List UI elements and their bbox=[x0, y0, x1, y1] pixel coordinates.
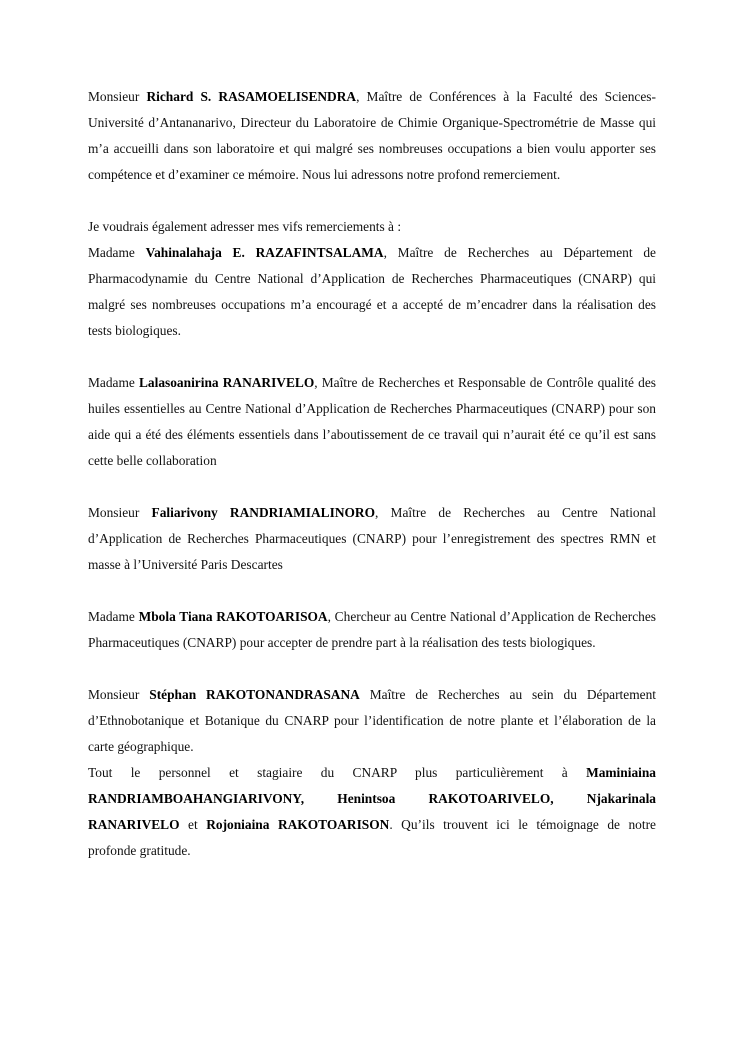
paragraph-rasamoelisendra bbox=[88, 84, 656, 188]
person-name: Vahinalahaja E. RAZAFINTSALAMA bbox=[145, 245, 384, 260]
paragraph-text: , Maître de Recherches au Département de Pharmacodynamie du Centre National d’Application de Recherches Pharmaceutiques (CNARP) qui malgré ses nombreuses occupations m’a encouragé et a accepté de m’encadrer dans la réalisation des tests biologiques. bbox=[88, 245, 656, 338]
paragraph-spacer bbox=[88, 578, 656, 604]
paragraph-spacer bbox=[88, 188, 656, 214]
paragraph-text: , Maître de Recherches et Responsable de Contrôle qualité des huiles essentielles au Centre National d’Application de Recherches Pharmaceutiques (CNARP) pour son aide qui a été des éléments essentiels dans l’aboutissement de ce travail qui n’aurait été ce qu’il est sans cette belle collaboration bbox=[88, 375, 656, 468]
paragraph-rakotoarisoa bbox=[88, 604, 656, 656]
salutation: Madame bbox=[88, 375, 139, 390]
paragraph-text: , Chercheur au Centre National d’Application de Recherches Pharmaceutiques (CNARP) pour accepter de prendre part à la réalisation des tests biologiques. bbox=[88, 609, 656, 650]
conjunction: et bbox=[179, 817, 207, 832]
paragraph-spacer bbox=[88, 344, 656, 370]
paragraph-personnel bbox=[88, 760, 656, 864]
paragraph-ranarivelo bbox=[88, 370, 656, 474]
person-name: Stéphan RAKOTONANDRASANA bbox=[149, 687, 360, 702]
person-name: Faliarivony RANDRIAMIALINORO bbox=[151, 505, 375, 520]
salutation: Monsieur bbox=[88, 687, 150, 702]
acknowledgements-page bbox=[88, 84, 656, 864]
paragraph-rakotonandrasana bbox=[88, 682, 656, 760]
paragraph-text: . Qu’ils trouvent ici le témoignage de notre profonde gratitude. bbox=[88, 817, 656, 858]
paragraph-text: Maître de Recherches au sein du Département d’Ethnobotanique et Botanique du CNARP pour l’identification de notre plante et l’élaboration de la carte géographique. bbox=[88, 687, 656, 754]
intro-text: Je voudrais également adresser mes vifs remerciements à : bbox=[88, 219, 402, 234]
salutation: Madame bbox=[88, 609, 139, 624]
paragraph-spacer bbox=[88, 474, 656, 500]
person-name: Rojoniaina RAKOTOARISON bbox=[206, 817, 390, 832]
salutation: Madame bbox=[88, 245, 146, 260]
paragraph-spacer bbox=[88, 656, 656, 682]
person-names: Maminiaina RANDRIAMBOAHANGIARIVONY, Henintsoa RAKOTOARIVELO, Njakarinala RANARIVELO bbox=[88, 765, 656, 832]
person-name: Richard S. RASAMOELISENDRA bbox=[146, 89, 357, 104]
paragraph-razafintsalama bbox=[88, 240, 656, 344]
paragraph-text: , Maître de Recherches au Centre National d’Application de Recherches Pharmaceutiques (CNARP) pour l’enregistrement des spectres RMN et masse à l’Université Paris Descartes bbox=[88, 505, 656, 572]
salutation: Monsieur bbox=[88, 89, 147, 104]
person-name: Lalasoanirina RANARIVELO bbox=[138, 375, 315, 390]
paragraph-intro bbox=[88, 214, 656, 240]
paragraph-text: , Maître de Conférences à la Faculté des Sciences-Université d’Antananarivo, Directeur du Laboratoire de Chimie Organique-Spectrométrie de Masse qui m’a accueilli dans son laboratoire et qui malgré ses nombreuses occupations a bien voulu apporter ses compétence et d’examiner ce mémoire. Nous lui adressons notre profond remerciement. bbox=[88, 89, 656, 182]
paragraph-randriamialinoro bbox=[88, 500, 656, 578]
person-name: Mbola Tiana RAKOTOARISOA bbox=[138, 609, 328, 624]
salutation: Monsieur bbox=[88, 505, 152, 520]
paragraph-text: Tout le personnel et stagiaire du CNARP plus particulièrement à bbox=[88, 765, 587, 780]
